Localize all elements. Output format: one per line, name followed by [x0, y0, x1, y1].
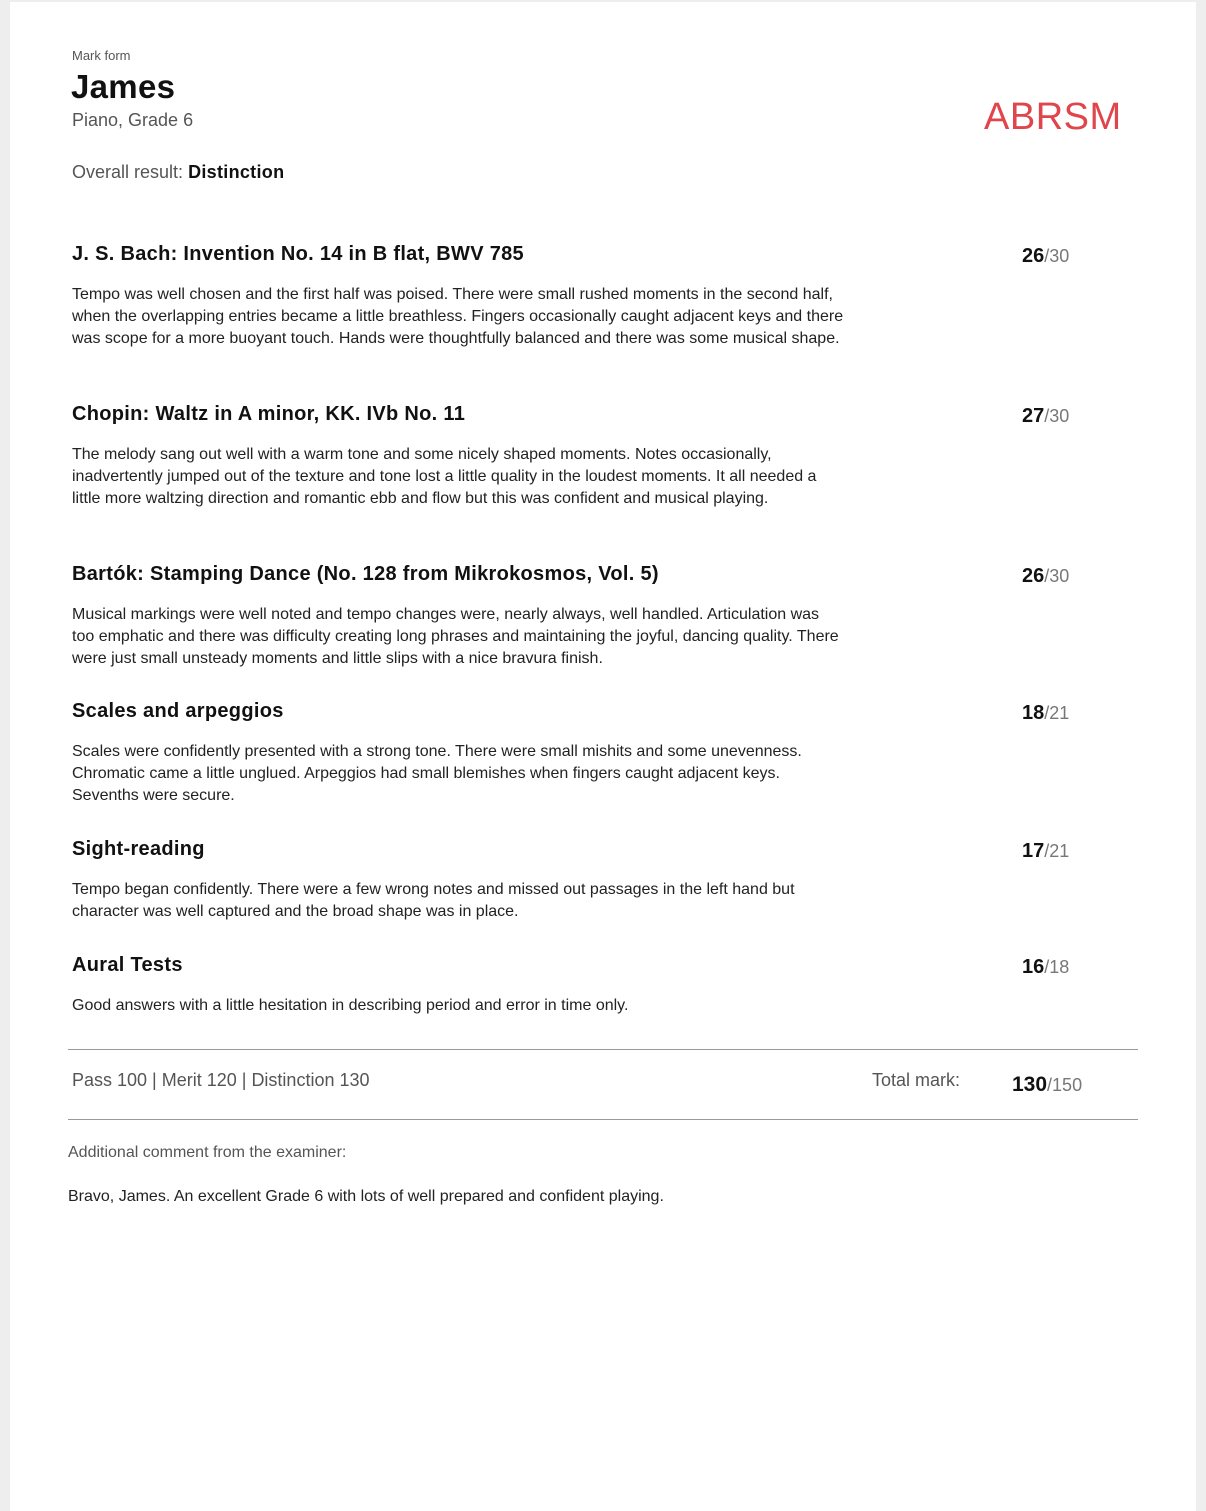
section-comment: Musical markings were well noted and tempo changes were, nearly always, well handled. Articulation was too emphatic and there was difficulty creating long phrases and maintaining the joyful, dancing quality. There were just small unsteady moments and little slips with a nice bravura finish.: [72, 606, 839, 667]
section-aural-tests: [72, 954, 1132, 1017]
total-mark-label: Total mark:: [872, 1070, 961, 1090]
total-mark-value: 130: [1012, 1073, 1048, 1096]
section-comment: Tempo was well chosen and the first half was poised. There were small rushed moments in the second half, when the overlapping entries became a little breathless. Fingers occasionally caught adjacent keys and there was scope for a more buoyant touch. Hands were thoughtfully balanced and there was some musical shape.: [72, 286, 844, 347]
overall-result: [72, 162, 284, 183]
score-value: 16: [1022, 956, 1045, 978]
divider-top: [68, 1049, 1138, 1050]
section-comment: Scales were confidently presented with a strong tone. There were small mishits and some unevenness. Chromatic came a little unglued. Arpeggios had small blemishes when fingers caught adjacent keys. Sevenths were secure.: [72, 743, 802, 804]
abrsm-logo: ABRSM: [984, 96, 1122, 138]
candidate-subject: Piano, Grade 6: [72, 110, 194, 130]
score-value: 26: [1022, 565, 1045, 587]
section-comment: The melody sang out well with a warm tone and some nicely shaped moments. Notes occasionally, inadvertently jumped out of the texture and tone lost a little quality in the loudest moments. It all needed a little more waltzing direction and romantic ebb and flow but this was confident and musical playing.: [72, 446, 817, 507]
section-score: [1022, 702, 1069, 725]
section-score: [1022, 565, 1069, 588]
section-score: [1022, 405, 1069, 428]
section-bach: [72, 243, 1132, 350]
score-value: 17: [1022, 840, 1045, 862]
section-title: Sight-reading: [72, 838, 205, 860]
section-title: J. S. Bach: Invention No. 14 in B flat, BWV 785: [72, 243, 524, 265]
section-score: [1022, 245, 1069, 268]
section-title: Scales and arpeggios: [72, 700, 284, 722]
score-value: 27: [1022, 405, 1045, 427]
additional-comment-label: Additional comment from the examiner:: [68, 1144, 347, 1161]
total-mark: [1012, 1073, 1082, 1097]
score-max: /21: [1044, 703, 1070, 723]
score-max: /18: [1044, 957, 1070, 977]
candidate-name: James: [71, 68, 176, 105]
section-comment: Tempo began confidently. There were a few wrong notes and missed out passages in the left hand but character was well captured and the broad shape was in place.: [72, 881, 795, 920]
section-score: [1022, 840, 1069, 863]
section-title: Aural Tests: [72, 954, 183, 976]
grade-thresholds: Pass 100 | Merit 120 | Distinction 130: [72, 1070, 370, 1090]
mark-form-page: [10, 2, 1196, 1511]
section-title: Bartók: Stamping Dance (No. 128 from Mikrokosmos, Vol. 5): [72, 563, 659, 585]
divider-bottom: [68, 1119, 1138, 1120]
section-comment: Good answers with a little hesitation in describing period and error in time only.: [72, 997, 629, 1014]
total-mark-max: /150: [1047, 1075, 1083, 1095]
section-score: [1022, 956, 1069, 979]
section-bartok: [72, 563, 1132, 670]
section-title: Chopin: Waltz in A minor, KK. IVb No. 11: [72, 403, 466, 425]
score-value: 18: [1022, 702, 1045, 724]
score-max: /30: [1044, 566, 1070, 586]
form-label: Mark form: [72, 48, 131, 63]
section-chopin: [72, 403, 1132, 510]
additional-comment: Bravo, James. An excellent Grade 6 with lots of well prepared and confident playing.: [68, 1188, 664, 1205]
overall-result-label: Overall result:: [72, 162, 184, 182]
section-sight-reading: [72, 838, 1132, 923]
overall-result-value: Distinction: [188, 162, 285, 182]
section-scales: [72, 700, 1132, 807]
score-max: /21: [1044, 841, 1070, 861]
score-max: /30: [1044, 246, 1070, 266]
score-max: /30: [1044, 406, 1070, 426]
score-value: 26: [1022, 245, 1045, 267]
